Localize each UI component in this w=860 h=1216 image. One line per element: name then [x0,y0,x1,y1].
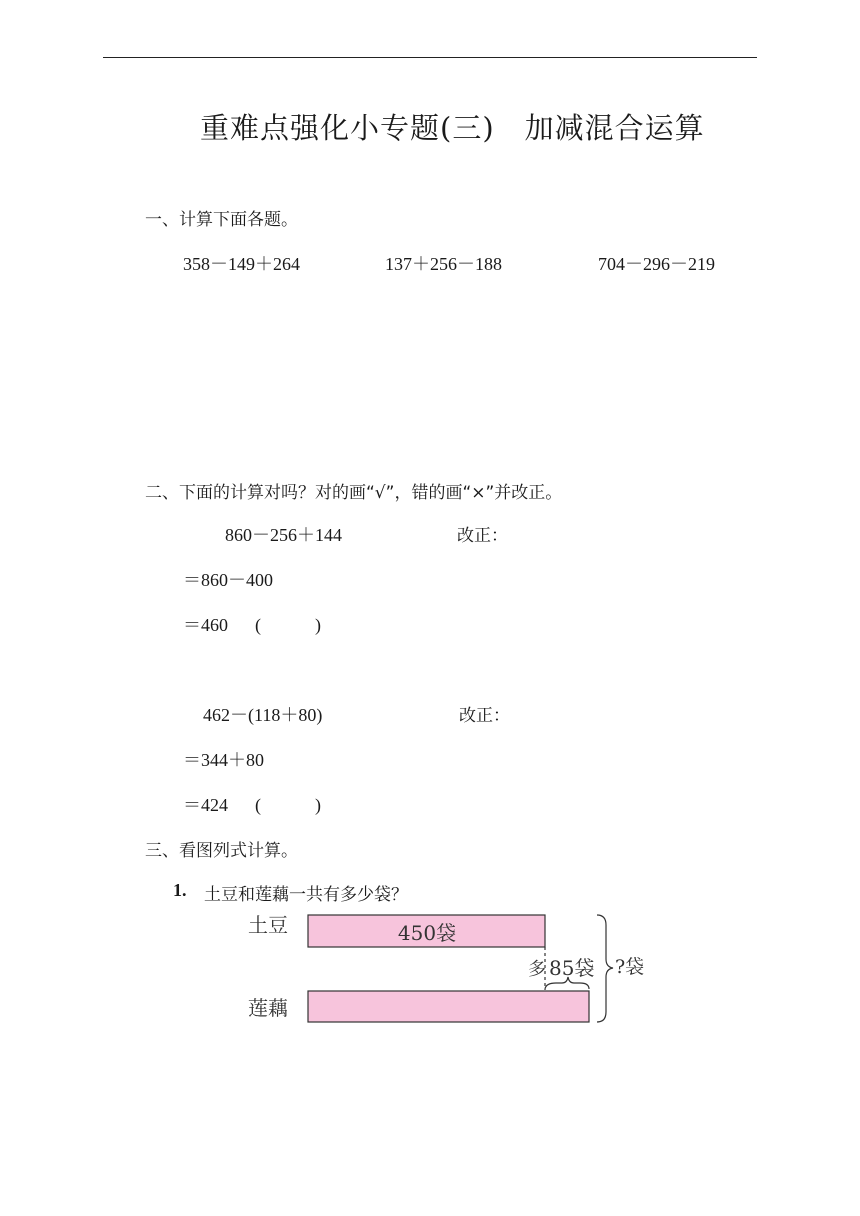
bar-diagram [240,905,670,1035]
check-2-step2: ＝424 [183,795,228,815]
check-1-expr: 860－256＋144 [225,525,342,545]
check-1-correction-label: 改正： [457,526,508,546]
diff-value: 85袋 [549,956,595,980]
label-potato: 土豆 [248,913,288,937]
check-1-step2: ＝460 [183,615,228,635]
problem-1: 358－149＋264 [183,254,300,274]
header-rule [103,57,757,58]
section1-heading: 一、计算下面各题。 [145,210,298,230]
page-title: 重难点强化小专题(三) 加减混合运算 [200,111,705,145]
check-2-expr: 462－(118＋80) [203,705,323,725]
label-lotus-root: 莲藕 [248,996,288,1020]
section2-heading: 二、下面的计算对吗？对的画“√”，错的画“×”并改正。 [145,483,563,503]
problem-2: 137＋256－188 [385,254,502,274]
diff-prefix: 多 [528,959,546,980]
check-1-judge-box[interactable]: ( ) [255,615,321,635]
bar-potato-value: 450袋 [397,921,457,945]
total-brace [597,915,613,1022]
check-2-step1: ＝344＋80 [183,750,264,770]
check-2-judge-box[interactable]: ( ) [255,795,321,815]
total-label: ?袋 [615,956,645,978]
problem-3: 704－296－219 [598,254,715,274]
question-1-text: 土豆和莲藕一共有多少袋？ [204,885,408,905]
check-2-correction-label: 改正： [459,706,510,726]
check-1-step1: ＝860－400 [183,570,273,590]
bar-lotus-root [308,991,589,1022]
section3-heading: 三、看图列式计算。 [145,841,298,861]
question-1-number: 1. [173,880,187,900]
